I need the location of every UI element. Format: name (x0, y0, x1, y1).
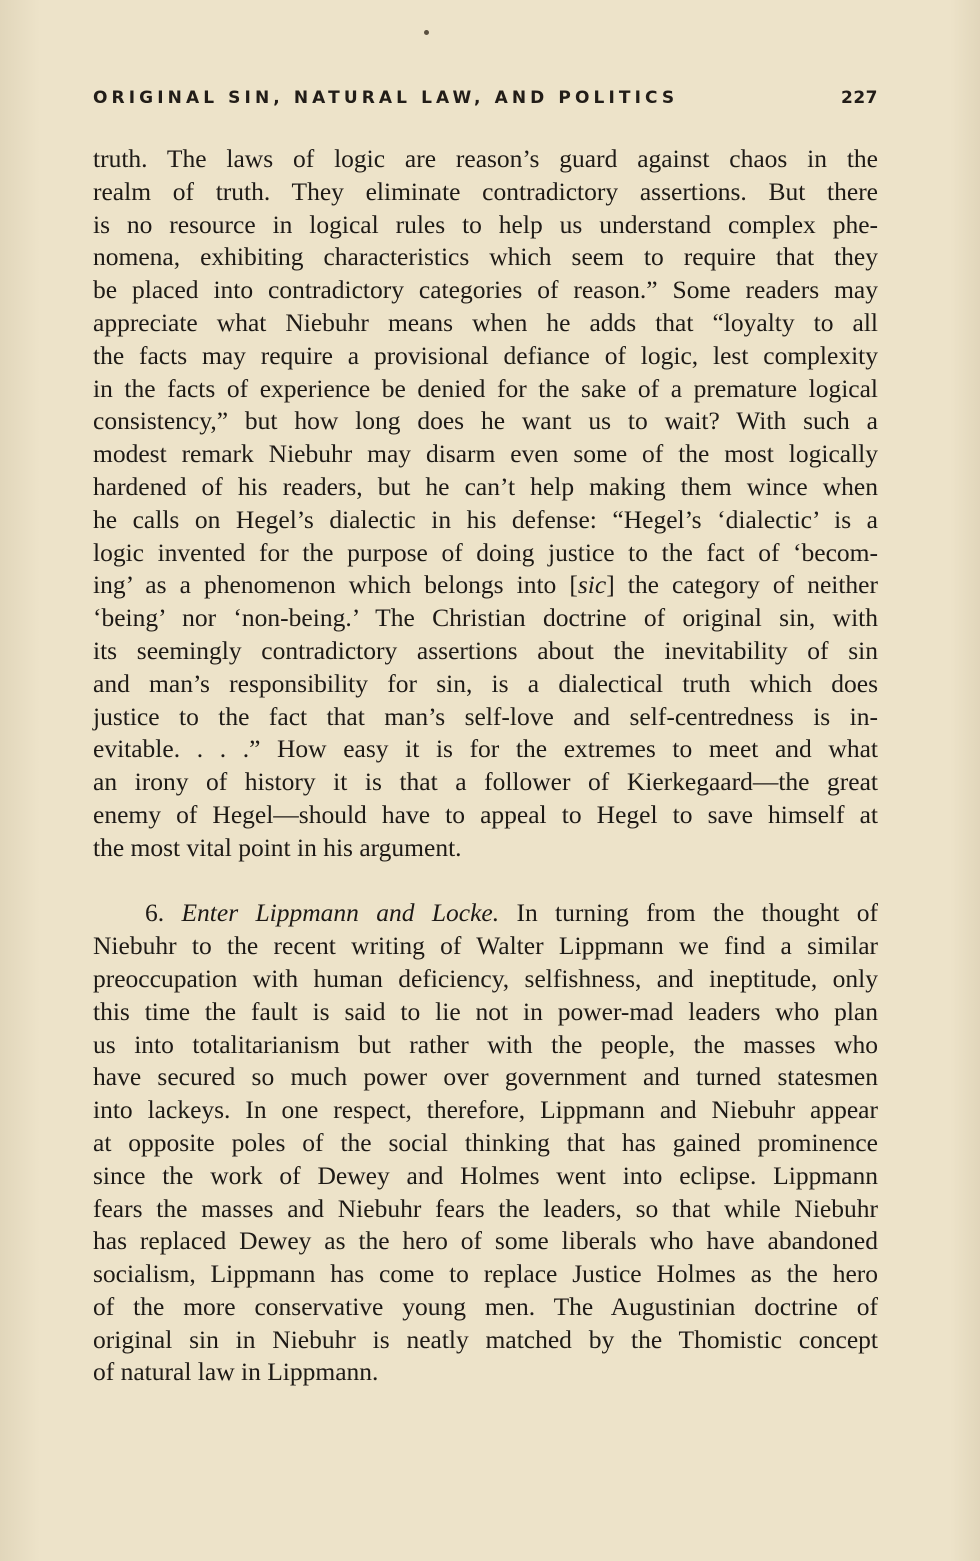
text-line: original sin in Niebuhr is neatly matched by the Thomistic concept (93, 1324, 878, 1354)
running-head (93, 88, 878, 114)
text-line: evitable. . . .” How easy it is for the extremes to meet and what (93, 734, 878, 764)
text-line: the most vital point in his argument. (93, 832, 462, 862)
text-line: into lackeys. In one respect, therefore, Lippmann and Niebuhr appear (93, 1095, 878, 1125)
text-line: ing’ as a phenomenon which belongs into [sic] the category of neither (93, 570, 878, 600)
running-head-title: ORIGINAL SIN, NATURAL LAW, AND POLITICS (93, 88, 679, 108)
text-line: and man’s responsibility for sin, is a dialectical truth which does (93, 668, 878, 698)
printer-mark (424, 30, 429, 35)
text-line: this time the fault is said to lie not in power-mad leaders who plan (93, 996, 878, 1026)
text-line: its seemingly contradictory assertions about the inevitability of sin (93, 635, 878, 665)
text-line: an irony of history it is that a follower of Kierkegaard—the great (93, 767, 878, 797)
page-number: 227 (841, 88, 878, 108)
text-line: justice to the fact that man’s self-love and self-centredness is in- (93, 701, 878, 731)
text-line: the facts may require a provisional defiance of logic, lest complexity (93, 340, 878, 370)
text-line: preoccupation with human deficiency, selfishness, and ineptitude, only (93, 963, 878, 993)
text-line: ‘being’ nor ‘non-being.’ The Christian doctrine of original sin, with (93, 603, 878, 633)
text-line: truth. The laws of logic are reason’s guard against chaos in the (93, 144, 878, 173)
text-line: of natural law in Lippmann. (93, 1357, 379, 1387)
text-line: appreciate what Niebuhr means when he adds that “loyalty to all (93, 307, 878, 337)
text-line: modest remark Niebuhr may disarm even some of the most logically (93, 439, 878, 469)
text-line: us into totalitarianism but rather with the people, the masses who (93, 1029, 878, 1059)
text-line: logic invented for the purpose of doing justice to the fact of ‘becom- (93, 537, 878, 567)
text-line: of the more conservative young men. The Augustinian doctrine of (93, 1291, 878, 1321)
text-line: since the work of Dewey and Holmes went into eclipse. Lippmann (93, 1160, 878, 1190)
text-line: is no resource in logical rules to help us understand complex phe- (93, 209, 878, 239)
text-line: fears the masses and Niebuhr fears the leaders, so that while Niebuhr (93, 1193, 878, 1223)
text-line: nomena, exhibiting characteristics which seem to require that they (93, 242, 878, 272)
paragraph-2 (93, 897, 878, 1389)
first-line-rest: In turning from the thought of (499, 898, 878, 928)
paragraph-2-first-line (93, 897, 878, 930)
text-line: at opposite poles of the social thinking that has gained prominence (93, 1127, 878, 1157)
text-line: Niebuhr to the recent writing of Walter Lippmann we find a similar (93, 931, 878, 961)
paragraph-gap (93, 865, 878, 898)
body-text (93, 143, 878, 1389)
text-line: in the facts of experience be denied for the sake of a premature logical (93, 373, 878, 403)
section-number: 6. (145, 898, 165, 928)
section-title: Enter Lippmann and Locke. (181, 898, 500, 928)
text-line: has replaced Dewey as the hero of some liberals who have abandoned (93, 1226, 878, 1256)
text-line: realm of truth. They eliminate contradictory assertions. But there (93, 176, 878, 206)
text-line: be placed into contradictory categories of reason.” Some readers may (93, 275, 878, 305)
text-line: hardened of his readers, but he can’t help making them wince when (93, 471, 878, 501)
text-line: he calls on Hegel’s dialectic in his defense: “Hegel’s ‘dialectic’ is a (93, 504, 878, 534)
text-line: have secured so much power over government and turned statesmen (93, 1062, 878, 1092)
text-line: consistency,” but how long does he want us to wait? With such a (93, 406, 878, 436)
paragraph-1 (93, 143, 878, 865)
text-line: socialism, Lippmann has come to replace Justice Holmes as the hero (93, 1259, 878, 1289)
text-line: enemy of Hegel—should have to appeal to Hegel to save himself at (93, 799, 878, 829)
